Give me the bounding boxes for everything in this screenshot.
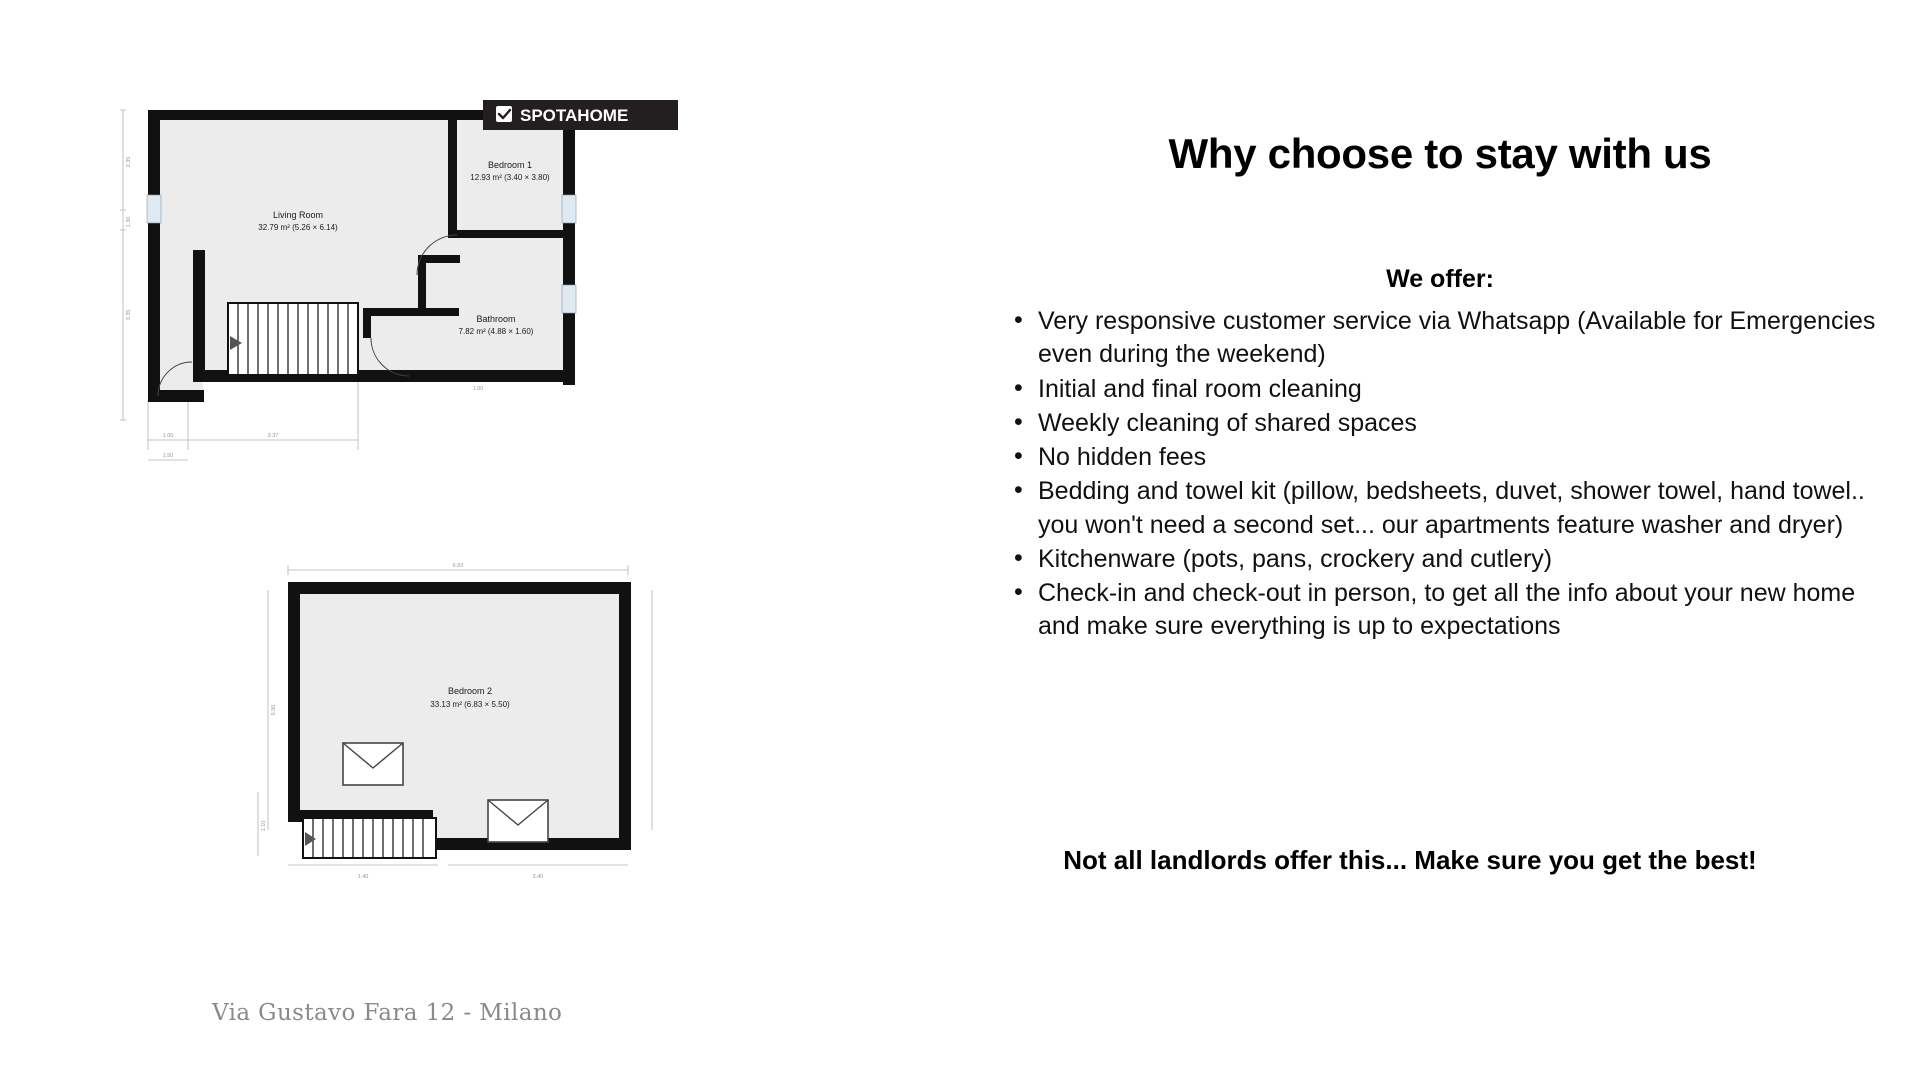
room-area-living-room: 32.79 m² (5.26 × 6.14) bbox=[258, 223, 338, 232]
room-area-bedroom-2: 33.13 m² (6.83 × 5.50) bbox=[430, 700, 510, 709]
text-column bbox=[960, 0, 1920, 1080]
dimension-text: 3.35 bbox=[126, 309, 132, 321]
list-item: • Bedding and towel kit (pillow, bedsheets, duvet, shower towel, hand towel.. you won't need a second set... our apartments feature washer and dryer) bbox=[1008, 475, 1878, 542]
dimension-text: 2.35 bbox=[126, 156, 132, 168]
dimension-text: 3.37 bbox=[267, 433, 279, 439]
list-item: • No hidden fees bbox=[1008, 441, 1878, 474]
dimension-text: 6.83 bbox=[452, 563, 464, 569]
dimension-lines-left bbox=[120, 110, 126, 420]
list-item: • Check-in and check-out in person, to get all the info about your new home and make sure everything is up to expectations bbox=[1008, 577, 1878, 644]
benefits-list bbox=[960, 305, 1878, 645]
floor-fill bbox=[148, 110, 573, 400]
room-label-bedroom-2: Bedroom 2 bbox=[447, 686, 493, 696]
dimension-text: 1.50 bbox=[162, 453, 174, 459]
room-label-living-room: Living Room bbox=[272, 210, 324, 220]
room-label-bathroom: Bathroom bbox=[476, 314, 516, 324]
closing-statement: Not all landlords offer this... Make sure you get the best! bbox=[1063, 845, 1757, 875]
dimension-text: 1.40 bbox=[357, 874, 369, 880]
list-item: • Kitchenware (pots, pans, crockery and cutlery) bbox=[1008, 543, 1878, 576]
offer-subheading: We offer: bbox=[1386, 265, 1494, 293]
dimension-text: 1.60 bbox=[472, 386, 484, 392]
staircase-upper bbox=[228, 303, 358, 375]
room-area-bathroom: 7.82 m² (4.88 × 1.60) bbox=[458, 327, 534, 336]
room-area-bedroom-1: 12.93 m² (3.40 × 3.80) bbox=[470, 173, 550, 182]
spotahome-watermark bbox=[483, 100, 678, 130]
page-title: Why choose to stay with us bbox=[1168, 130, 1712, 177]
list-item: • Weekly cleaning of shared spaces bbox=[1008, 407, 1878, 440]
dimension-text: 5.50 bbox=[271, 704, 277, 716]
floorplan-upper bbox=[118, 100, 678, 480]
floorplan-lower bbox=[248, 560, 678, 900]
list-item: • Very responsive customer service via Whatsapp (Available for Emergencies even during the weekend) bbox=[1008, 305, 1878, 372]
list-item: • Initial and final room cleaning bbox=[1008, 373, 1878, 406]
dimension-text: 3.40 bbox=[532, 874, 544, 880]
address-caption: Via Gustavo Fara 12 - Milano bbox=[212, 1000, 563, 1026]
room-label-bedroom-1: Bedroom 1 bbox=[487, 160, 533, 170]
dimension-text: 1.10 bbox=[261, 820, 267, 832]
dimension-text: 1.30 bbox=[126, 216, 132, 228]
staircase-lower bbox=[303, 818, 436, 858]
dimension-text: 1.00 bbox=[162, 433, 174, 439]
watermark-text: SPOTAHOME bbox=[520, 106, 629, 125]
